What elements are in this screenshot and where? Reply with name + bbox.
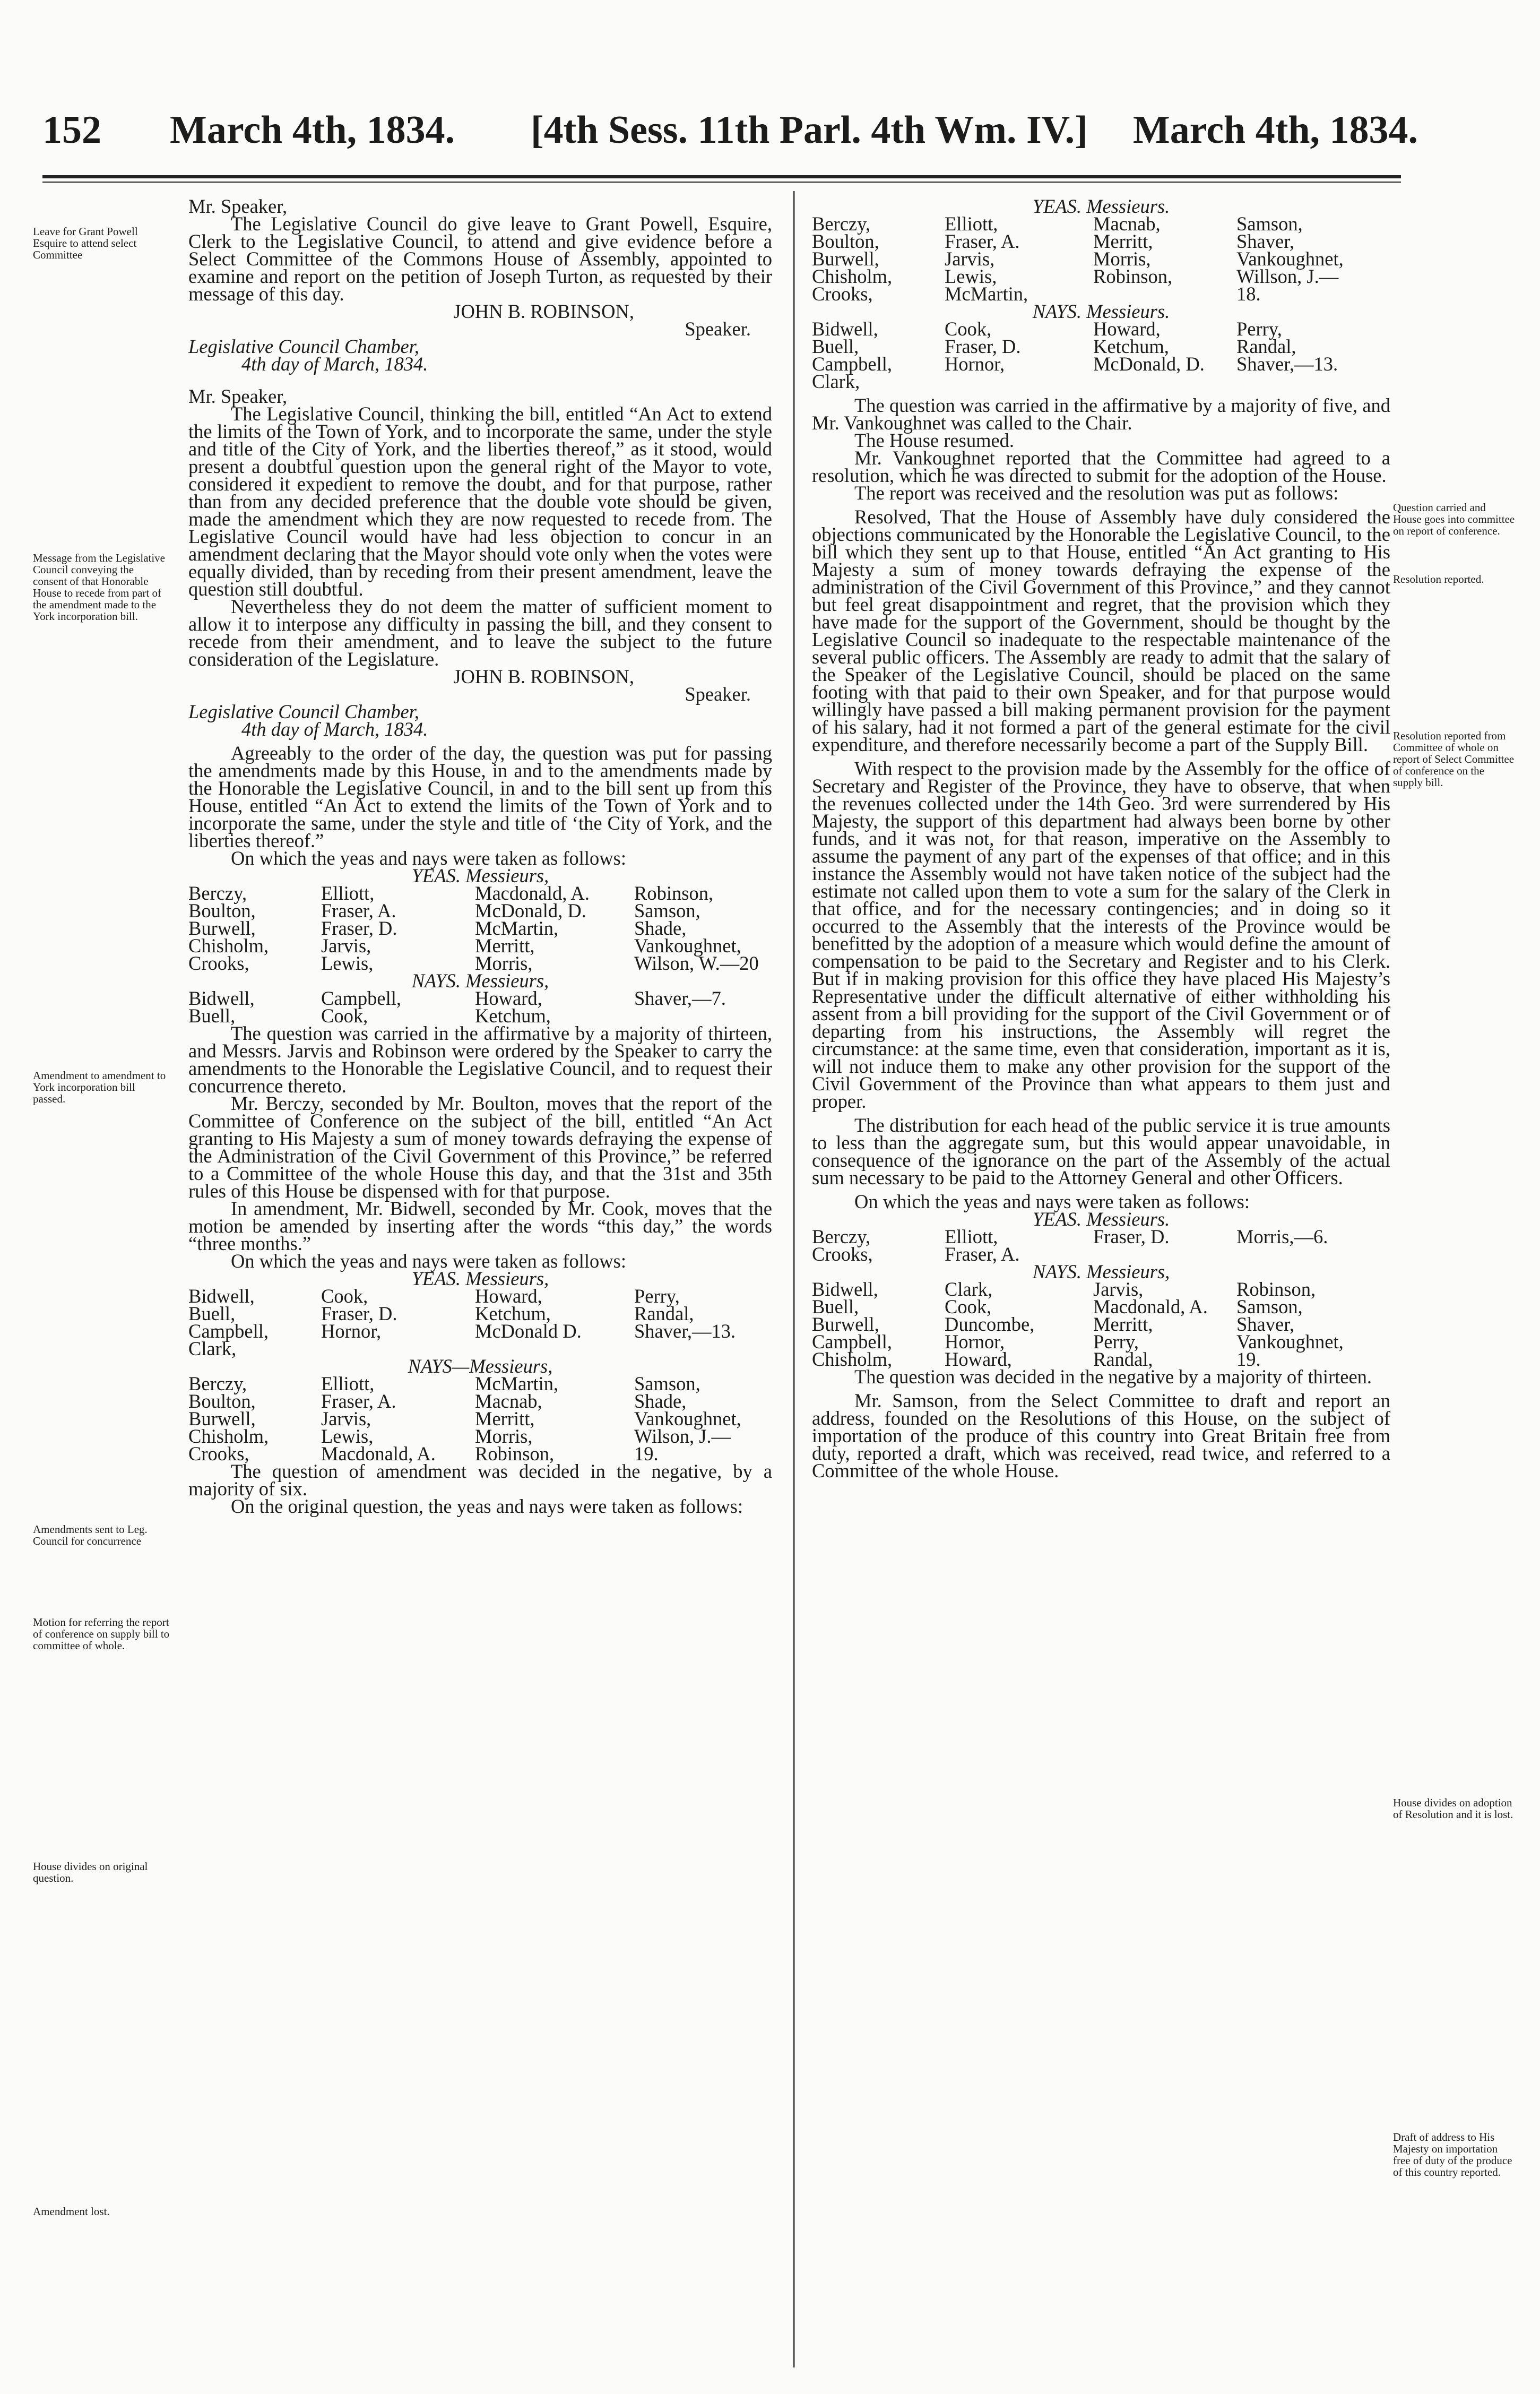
nays-list: [188, 987, 772, 1027]
date: 4th day of March, 1834.: [241, 353, 428, 375]
left-column: [188, 197, 772, 1515]
paragraph: With respect to the provision made by the Assembly for the office of Secretary and Register of the Province, they have to observe, that when the revenues collected under the 14th Geo. 3rd were surrendered by His Majesty, the support of this department had always been borne by other funds, and it was not, for that reason, imperative on the Assembly to assume the payment of any part of the expenses of that office; and in this instance the Assembly would not have taken notice of the subject had the estimate not called upon them to vote a sum for the salary of the Clerk in that office, and for the necessary contingencies; and in doing so it occurred to the Assembly that the interests of the Province would be benefitted by the adoption of a measure which would define the amount of compensation to be paid to the Secretary and Register and to his Clerk. But if in making provision for this office they have placed His Majesty’s Representative under the difficult alternative of either withholding his assent from a bill providing for the support of the Civil Government or of departing from his instructions, the Assembly will regret the circumstance: at the same time, even that consideration, important as it is, will not induce them to make any other provision for the support of the Civil Government of the Province than what appears to them just and proper.: [812, 757, 1390, 1112]
member-name: Vankoughnet,: [634, 935, 741, 957]
member-name: Samson,: [634, 900, 700, 922]
member-name: Shaver,: [1236, 1313, 1295, 1335]
margin-note: House divides on adoption of Resolution and it is lost.: [1393, 1796, 1513, 1821]
paragraph: On the original question, the yeas and nays were taken as follows:: [231, 1495, 743, 1517]
member-name: Fraser, D.: [321, 917, 397, 939]
member-name: Shade,: [634, 1390, 687, 1412]
member-name: Wilson, W.—20: [634, 952, 759, 974]
yeas-list: [812, 1228, 1390, 1263]
member-name: Burwell,: [812, 1313, 879, 1335]
member-name: Lewis,: [321, 952, 374, 974]
page-header: [0, 101, 1540, 159]
yeas-heading: YEAS. Messieurs.: [1032, 1208, 1170, 1230]
member-name: Clark,: [945, 1278, 993, 1300]
member-name: Berczy,: [812, 213, 871, 235]
member-name: McMartin,: [475, 1373, 559, 1394]
member-name: Berczy,: [812, 1226, 871, 1247]
member-name: Jarvis,: [945, 248, 995, 270]
margin-note: Message from the Legislative Council conveying the consent of that Honorable House to recede from part of the amendment made to the York incorporation bill.: [33, 552, 166, 623]
resolution-paragraph: Resolved, That the House of Assembly have duly considered the objections communicated by the Honorable the Legislative Council, to the bill which they sent up to that House, entitled “An Act granting to His Majesty a sum of money towards defraying the expense of the administration of the Civil Government of this Province,” and they cannot but feel great disappointment and regret, that the provision which they have made for the support of the Government, should be thought by the Legislative Council so inadequate to the respectable maintenance of the several public officers. The Assembly are ready to admit that the salary of the Speaker of the Legislative Council, should be placed on the same footing with that paid to their own Speaker, and for that purpose would willingly have passed a bill making permanent provision for the payment of his salary, had it not formed a part of the general estimate for the civil expenditure, and therefore necessarily become a part of the Supply Bill.: [812, 506, 1390, 755]
member-name: Shaver,—13.: [634, 1320, 736, 1342]
paragraph: In amendment, Mr. Bidwell, seconded by Mr. Cook, moves that the motion be amended by inserting after the words “this day,” the words “three months.”: [188, 1198, 772, 1254]
member-name: Merritt,: [475, 935, 535, 957]
member-name: Boulton,: [188, 900, 256, 922]
member-name: Duncombe,: [945, 1313, 1035, 1335]
member-name: McDonald, D.: [475, 900, 586, 922]
member-name: Howard,: [1093, 318, 1161, 340]
date: 4th day of March, 1834.: [241, 718, 428, 740]
margin-note: Draft of address to His Majesty on importation free of duty of the produce of this country reported.: [1393, 2131, 1512, 2178]
member-name: Willson, J.—: [1236, 265, 1339, 287]
member-name: Wilson, J.—: [634, 1425, 731, 1447]
member-name: Berczy,: [188, 1373, 247, 1394]
paragraph: The question was carried in the affirmative by a majority of thirteen, and Messrs. Jarvis and Robinson were ordered by the Speaker to carry the amendments to the Honorable the Legislative Council, and to request their concurrence thereto.: [188, 1022, 772, 1097]
member-name: Hornor,: [321, 1320, 382, 1342]
yeas-heading: YEAS. Messieurs,: [411, 1268, 549, 1289]
paragraph: Mr. Berczy, seconded by Mr. Boulton, moves that the report of the Committee of Conference on the subject of the bill, entitled “An Act granting to His Majesty a sum of money towards defraying the expense of the Administration of the Civil Government of this Province,” be referred to a Committee of the whole House this day, and that the 31st and 35th rules of this House be dispensed with for that purpose.: [188, 1092, 772, 1202]
member-name: McDonald, D.: [1093, 353, 1205, 375]
paragraph: Agreeably to the order of the day, the question was put for passing the amendments made by this House, in and to the amendments made by the Honorable the Legislative Council, in and to the bill sent up from this House, entitled “An Act to extend the limits of the Town of York and to incorporate the same, under the style and title of ‘the City of York, and the liberties thereof.”: [188, 742, 772, 851]
member-name: Vankoughnet,: [1236, 1331, 1344, 1353]
member-name: Vankoughnet,: [634, 1408, 741, 1429]
member-name: Chisholm,: [188, 935, 269, 957]
member-name: [1236, 1245, 1390, 1263]
member-name: Bidwell,: [812, 318, 878, 340]
member-name: Bidwell,: [812, 1278, 878, 1300]
member-name: Bidwell,: [188, 987, 255, 1009]
member-name: Perry,: [634, 1285, 680, 1307]
margin-note: House divides on original question.: [33, 1860, 148, 1884]
member-name: Jarvis,: [1093, 1278, 1144, 1300]
paragraph: On which the yeas and nays were taken as follows:: [231, 1250, 626, 1272]
member-name: Buell,: [188, 1303, 236, 1324]
member-name: Fraser, D.: [321, 1303, 397, 1324]
member-name: Howard,: [475, 987, 542, 1009]
right-column: [812, 195, 1390, 1482]
signature-title: Speaker.: [685, 318, 751, 340]
paragraph: The report was received and the resolution was put as follows:: [854, 482, 1339, 504]
member-name: Robinson,: [1093, 265, 1173, 287]
member-name: [1093, 373, 1236, 390]
member-name: Perry,: [1236, 318, 1282, 340]
member-name: Jarvis,: [321, 935, 371, 957]
paragraph: The question was decided in the negative by a majority of thirteen.: [854, 1366, 1372, 1388]
member-name: Merritt,: [1093, 230, 1153, 252]
member-name: Randal,: [634, 1303, 694, 1324]
paragraph: The Legislative Council do give leave to Grant Powell, Esquire, Clerk to the Legislative Council, to attend and give evidence before a Select Committee of the Commons House of Assembly, appointed to examine and report on the petition of Joseph Turton, as requested by their message of this day.: [188, 213, 772, 305]
member-name: Boulton,: [812, 230, 879, 252]
margin-note: Resolution reported from Committee of whole on report of Select Committee of conference on the supply bill.: [1393, 729, 1515, 789]
nays-heading: NAYS—Messieurs,: [408, 1355, 553, 1377]
member-name: Clark,: [188, 1338, 237, 1359]
member-name: Campbell,: [188, 1320, 269, 1342]
member-name: Fraser, A.: [321, 1390, 396, 1412]
member-name: [945, 373, 1093, 390]
member-name: Campbell,: [321, 987, 402, 1009]
member-name: Crooks,: [188, 1443, 249, 1465]
member-name: Boulton,: [188, 1390, 256, 1412]
member-name: Crooks,: [812, 283, 873, 305]
margin-note: Question carried and House goes into committee on report of conference.: [1393, 501, 1515, 537]
member-name: Buell,: [188, 1005, 236, 1027]
member-name: [634, 1340, 772, 1357]
member-name: McDonald D.: [475, 1320, 582, 1342]
member-name: Crooks,: [188, 952, 249, 974]
member-name: Campbell,: [812, 353, 893, 375]
column-divider: [793, 191, 795, 2367]
member-name: Randal,: [1093, 1348, 1153, 1370]
member-name: Robinson,: [634, 882, 714, 904]
member-name: Campbell,: [812, 1331, 893, 1353]
member-name: Perry,: [1093, 1331, 1139, 1353]
member-name: Clark,: [812, 371, 860, 392]
member-name: Burwell,: [188, 1408, 256, 1429]
member-name: Merritt,: [1093, 1313, 1153, 1335]
margin-note: Resolution reported.: [1393, 573, 1484, 585]
paragraph: On which the yeas and nays were taken as follows:: [231, 847, 626, 869]
member-name: Shade,: [634, 917, 687, 939]
member-name: Fraser, A.: [945, 1243, 1020, 1265]
member-name: Burwell,: [812, 248, 879, 270]
member-name: Morris,—6.: [1236, 1226, 1328, 1247]
paragraph: Nevertheless they do not deem the matter of sufficient moment to allow it to interpose any difficulty in passing the bill, and they consent to recede from their amendment, and to leave the subject to the future consideration of the Legislature.: [188, 596, 772, 670]
member-name: Elliott,: [945, 213, 998, 235]
member-name: Macdonald, A.: [1093, 1296, 1208, 1317]
paragraph: The Legislative Council, thinking the bill, entitled “An Act to extend the limits of the Town of York, and to incorporate the same, under the style and title of the City of York, and the liberties thereof,” as it stood, would present a doubtful question upon the general right of the Mayor to vote, considered it expedient to remove the doubt, and for that purpose, rather than from any decided preference that the double vote should be given, made the amendment which they are now requested to recede from. The Legislative Council would have had less objection to concur in an amendment declaring that the Mayor should vote only when the votes were equally divided, than by receding from their present amendment, leave the question still doubtful.: [188, 403, 772, 600]
member-name: Samson,: [1236, 1296, 1303, 1317]
paragraph: Mr. Samson, from the Select Committee to draft and report an address, founded on the Resolutions of this House, on the subject of importation of the produce of this country into Great Britain free from duty, reported a draft, which was received, read twice, and referred to a Committee of the whole House.: [812, 1390, 1390, 1482]
paragraph: The House resumed.: [854, 429, 1015, 451]
member-name: Ketchum,: [1093, 335, 1169, 357]
member-name: 18.: [1236, 283, 1261, 305]
signature-title: Speaker.: [685, 683, 751, 705]
member-name: Elliott,: [321, 882, 375, 904]
member-name: Lewis,: [321, 1425, 374, 1447]
member-name: McMartin,: [945, 283, 1028, 305]
member-name: Howard,: [475, 1285, 542, 1307]
member-name: Vankoughnet,: [1236, 248, 1344, 270]
member-name: Morris,: [475, 1425, 533, 1447]
member-name: Cook,: [945, 318, 992, 340]
member-name: [1236, 373, 1390, 390]
member-name: Buell,: [812, 335, 859, 357]
member-name: Fraser, A.: [945, 230, 1020, 252]
member-name: Morris,: [475, 952, 533, 974]
nays-list: [188, 1373, 772, 1465]
member-name: McMartin,: [475, 917, 559, 939]
header-date-right: March 4th, 1834.: [1132, 108, 1418, 152]
page-number: 152: [42, 108, 101, 152]
member-name: Lewis,: [945, 265, 997, 287]
member-name: Hornor,: [945, 353, 1005, 375]
header-rule-thin: [42, 182, 1401, 183]
member-name: Crooks,: [812, 1243, 873, 1265]
paragraph: Mr. Vankoughnet reported that the Committee had agreed to a resolution, which he was directed to submit for the adoption of the House.: [812, 447, 1390, 486]
member-name: Hornor,: [945, 1331, 1005, 1353]
member-name: Samson,: [634, 1373, 700, 1394]
member-name: Robinson,: [1236, 1278, 1316, 1300]
member-name: Macdonald, A.: [321, 1443, 436, 1465]
nays-list: [812, 1280, 1390, 1368]
yeas-list: [812, 215, 1390, 303]
place: Legislative Council Chamber,: [188, 335, 419, 357]
salutation: Mr. Speaker,: [188, 195, 288, 217]
member-name: Chisholm,: [188, 1425, 269, 1447]
member-name: Jarvis,: [321, 1408, 371, 1429]
margin-note: Amendments sent to Leg. Council for concurrence: [33, 1523, 148, 1547]
member-name: Buell,: [812, 1296, 859, 1317]
member-name: Macnab,: [1093, 213, 1161, 235]
member-name: Shaver,: [1236, 230, 1295, 252]
margin-note: Amendment to amendment to York incorporation bill passed.: [33, 1069, 166, 1105]
member-name: Merritt,: [475, 1408, 535, 1429]
header-rule: [42, 175, 1401, 178]
nays-heading: NAYS. Messieurs,: [1032, 1261, 1170, 1282]
member-name: Ketchum,: [475, 1005, 551, 1027]
member-name: Fraser, D.: [945, 335, 1021, 357]
member-name: Bidwell,: [188, 1285, 255, 1307]
paragraph: On which the yeas and nays were taken as follows:: [854, 1191, 1250, 1212]
member-name: Macnab,: [475, 1390, 542, 1412]
yeas-heading: YEAS. Messieurs,: [411, 865, 549, 886]
member-name: Macdonald, A.: [475, 882, 590, 904]
paragraph: The question of amendment was decided in the negative, by a majority of six.: [188, 1460, 772, 1500]
header-session: [4th Sess. 11th Parl. 4th Wm. IV.]: [531, 108, 1088, 152]
member-name: 19.: [1236, 1348, 1261, 1370]
signature: JOHN B. ROBINSON,: [453, 300, 634, 322]
header-date-left: March 4th, 1834.: [170, 108, 455, 152]
member-name: Shaver,—13.: [1236, 353, 1338, 375]
yeas-list: [188, 884, 772, 972]
member-name: Fraser, A.: [321, 900, 396, 922]
member-name: Ketchum,: [475, 1303, 551, 1324]
member-name: Cook,: [321, 1005, 368, 1027]
margin-note: Amendment lost.: [33, 2205, 110, 2218]
salutation: Mr. Speaker,: [188, 385, 288, 407]
member-name: Berczy,: [188, 882, 247, 904]
member-name: Cook,: [945, 1296, 992, 1317]
nays-heading: NAYS. Messieurs,: [411, 970, 549, 992]
signature: JOHN B. ROBINSON,: [453, 666, 634, 687]
nays-heading: NAYS. Messieurs.: [1032, 300, 1170, 322]
member-name: Chisholm,: [812, 265, 893, 287]
margin-note: Motion for referring the report of conference on supply bill to committee of whole.: [33, 1616, 170, 1652]
member-name: Elliott,: [945, 1226, 998, 1247]
yeas-list: [188, 1287, 772, 1357]
member-name: Cook,: [321, 1285, 368, 1307]
member-name: Burwell,: [188, 917, 256, 939]
member-name: Shaver,—7.: [634, 987, 726, 1009]
paragraph: The distribution for each head of the public service it is true amounts to less than the aggregate sum, but this would appear unavoidable, in consequence of the ignorance on the part of the Assembly of the actual sum necessary to be paid to the Attorney General and other Officers.: [812, 1114, 1390, 1189]
member-name: Samson,: [1236, 213, 1303, 235]
nays-list: [812, 320, 1390, 390]
member-name: 19.: [634, 1443, 659, 1465]
place: Legislative Council Chamber,: [188, 701, 419, 722]
yeas-heading: YEAS. Messieurs.: [1032, 195, 1170, 217]
member-name: Fraser, D.: [1093, 1226, 1170, 1247]
margin-note: Leave for Grant Powell Esquire to attend select Committee: [33, 225, 138, 261]
member-name: Robinson,: [475, 1443, 555, 1465]
member-name: Chisholm,: [812, 1348, 893, 1370]
member-name: Randal,: [1236, 335, 1296, 357]
member-name: Morris,: [1093, 248, 1151, 270]
paragraph: The question was carried in the affirmative by a majority of five, and Mr. Vankoughnet was called to the Chair.: [812, 394, 1390, 434]
member-name: Howard,: [945, 1348, 1012, 1370]
member-name: Elliott,: [321, 1373, 375, 1394]
